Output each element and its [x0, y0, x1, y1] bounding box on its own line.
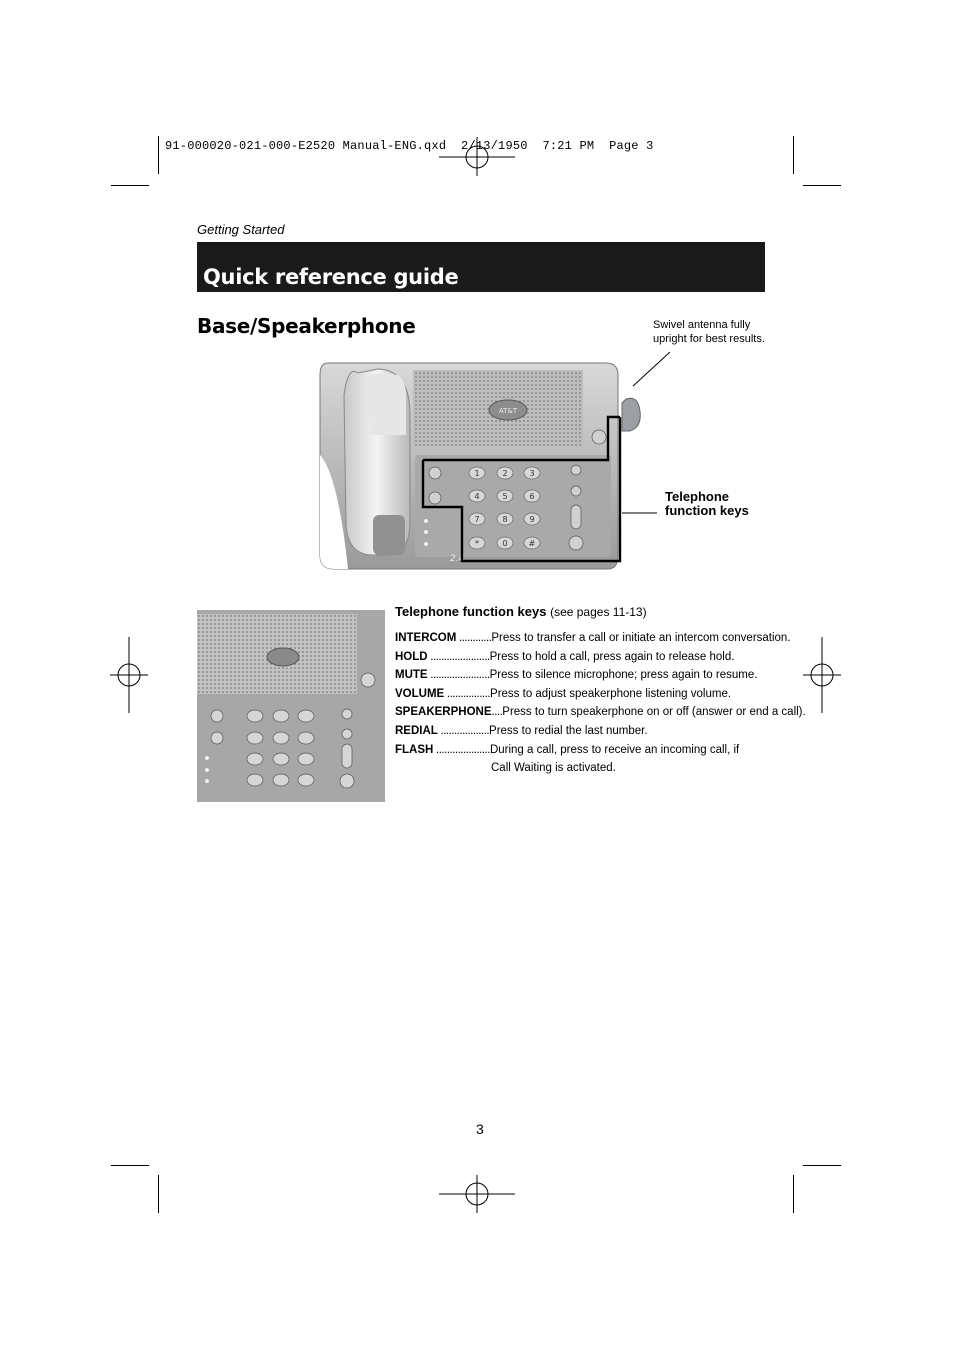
- model-mark: 2.4: [450, 554, 465, 564]
- page-number: 3: [476, 1121, 484, 1137]
- key-7: 7: [474, 515, 480, 524]
- key-description: Press to hold a call, press again to release hold.: [489, 650, 735, 663]
- list-item: [395, 725, 775, 744]
- key-description: Press to adjust speakerphone listening volume.: [490, 687, 732, 700]
- key-leader: ................: [444, 687, 491, 700]
- function-key-list: [395, 632, 806, 781]
- function-keys-heading-text: Telephone function keys: [395, 604, 547, 619]
- list-item: [395, 669, 775, 688]
- key-description: During a call, press to receive an incoming call, if: [489, 743, 740, 756]
- list-item: [395, 706, 806, 725]
- key-2: 2: [502, 469, 508, 478]
- key-6: 6: [529, 492, 535, 501]
- key-name: REDIAL: [395, 724, 438, 737]
- key-name: HOLD: [395, 650, 428, 663]
- key-leader: ....: [491, 706, 503, 719]
- key-pound: #: [528, 539, 536, 548]
- function-keys-heading: [395, 604, 647, 619]
- key-leader: ......................: [427, 669, 490, 682]
- list-item-continuation: Call Waiting is activated.: [491, 762, 616, 775]
- section-subtitle: Base/Speakerphone: [197, 314, 416, 338]
- key-name: FLASH: [395, 743, 434, 756]
- list-item: [395, 651, 775, 670]
- key-leader: ....................: [433, 743, 490, 756]
- antenna-callout: Swivel antenna fully upright for best results.: [653, 319, 765, 345]
- key-leader: ..................: [437, 724, 490, 737]
- key-0: 0: [502, 539, 508, 548]
- brand-badge: AT&T: [498, 407, 518, 415]
- list-item: [395, 632, 791, 651]
- key-description: Press to turn speakerphone on or off (answer or end a call).: [502, 706, 806, 719]
- key-description: Press to transfer a call or initiate an intercom conversation.: [491, 632, 791, 644]
- key-description: Press to redial the last number.: [489, 724, 648, 737]
- key-8: 8: [502, 515, 508, 524]
- key-9: 9: [529, 515, 535, 524]
- function-keys-page-ref: (see pages 11-13): [550, 605, 647, 619]
- key-name: VOLUME: [395, 687, 445, 700]
- page-title: Quick reference guide: [203, 265, 459, 289]
- key-name: MUTE: [395, 669, 428, 682]
- list-item: [395, 744, 775, 763]
- key-3: 3: [529, 469, 535, 478]
- function-keys-label: Telephone function keys: [665, 489, 749, 518]
- key-name: INTERCOM: [395, 632, 457, 644]
- key-1: 1: [474, 469, 480, 478]
- key-description: Press to silence microphone; press again to resume.: [489, 669, 758, 682]
- print-slug: 91-000020-021-000-E2520 Manual-ENG.qxd 2/13/1950 7:21 PM Page 3: [165, 139, 654, 153]
- section-label: Getting Started: [197, 222, 285, 237]
- keypad-closeup-illustration: [197, 610, 387, 806]
- list-item: [395, 688, 775, 707]
- key-leader: ......................: [427, 650, 490, 663]
- key-5: 5: [502, 492, 508, 501]
- key-4: 4: [474, 492, 480, 501]
- key-star: *: [475, 539, 479, 548]
- function-keys-callout: [665, 490, 765, 518]
- key-leader: ............: [456, 632, 492, 644]
- key-name: SPEAKERPHONE: [395, 706, 492, 719]
